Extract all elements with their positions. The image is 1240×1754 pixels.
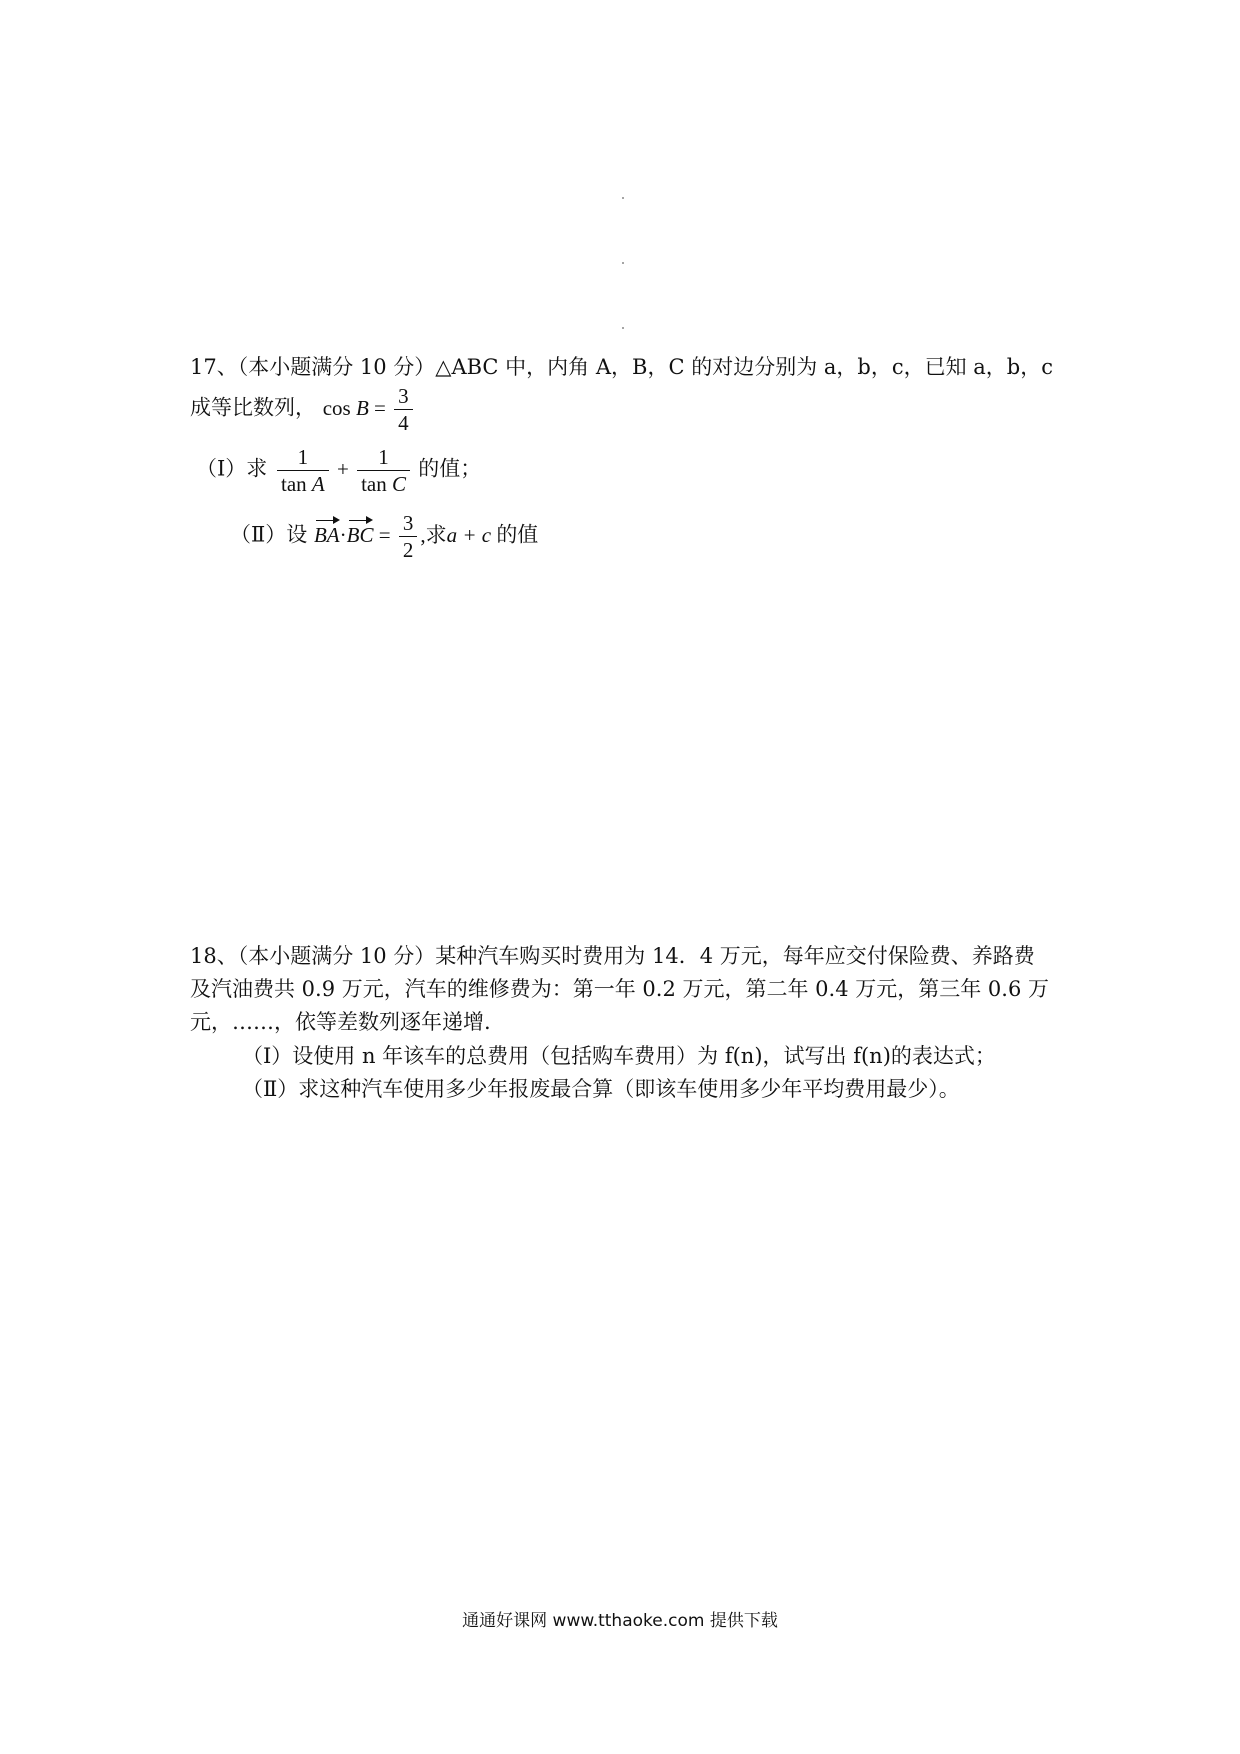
plus-sign: + — [331, 456, 355, 481]
equals-sign: = — [373, 522, 396, 547]
fraction-denominator — [357, 471, 410, 497]
q17-line2-prefix: 成等比数列， — [190, 395, 316, 420]
fraction-numerator: 1 — [277, 444, 329, 471]
part1-label: （Ⅰ）求 — [196, 456, 268, 481]
vector-ba: BA — [313, 522, 340, 547]
sum-expression: a + c — [446, 522, 492, 547]
fraction-3-4 — [394, 383, 413, 437]
tan-label: tan — [361, 472, 387, 497]
cos-b-formula — [322, 384, 416, 436]
cos-label: cos — [322, 395, 351, 420]
equals-sign: = — [368, 395, 392, 420]
fraction-1-over-tan-c — [357, 444, 410, 498]
q17-part1 — [196, 444, 481, 498]
scan-dot — [622, 327, 624, 329]
q18-part2: （Ⅱ）求这种汽车使用多少年报废最合算（即该车使用多少年平均费用最少）。 — [242, 1077, 960, 1101]
scan-dot — [622, 197, 624, 199]
q17-part2 — [230, 510, 538, 564]
dot-operator: · — [339, 522, 347, 547]
fraction-3-2 — [399, 510, 418, 564]
q18-line3: 元，……，依等差数列逐年递增. — [190, 1010, 491, 1034]
part2-mid: ,求 — [420, 522, 447, 547]
scan-dot — [622, 262, 624, 264]
fraction-denominator: 2 — [402, 538, 414, 563]
fraction-numerator: 3 — [394, 383, 413, 410]
part2-suffix: 的值 — [496, 522, 539, 547]
fraction-numerator: 3 — [399, 510, 418, 537]
q18-line2: 及汽油费共 0.9 万元，汽车的维修费为：第一年 0.2 万元，第二年 0.4 万元，第三年 0.6 万 — [190, 977, 1049, 1001]
fraction-1-over-tan-a — [277, 444, 329, 498]
fraction-denominator: 4 — [398, 411, 409, 436]
tan-label: tan — [280, 472, 307, 497]
q17-line2 — [190, 383, 416, 437]
part1-suffix: 的值； — [418, 456, 482, 481]
q18-line1: 18、（本小题满分 10 分）某种汽车购买时费用为 14．4 万元，每年应交付保险费、养路费 — [190, 944, 1035, 968]
fraction-numerator: 1 — [357, 444, 410, 471]
part2-label: （Ⅱ）设 — [230, 522, 308, 547]
cos-var: B — [355, 395, 369, 420]
tan-var-a: A — [311, 472, 325, 497]
fraction-denominator — [277, 471, 329, 497]
q18-part1: （Ⅰ）设使用 n 年该车的总费用（包括购车费用）为 f(n)，试写出 f(n)的表达式； — [242, 1044, 996, 1068]
tan-var-c: C — [391, 472, 406, 497]
footer-source-note: 通通好课网 www.tthaoke.com 提供下载 — [462, 1611, 778, 1631]
vector-bc: BC — [346, 522, 374, 547]
q17-line1: 17、（本小题满分 10 分）△ABC 中，内角 A，B，C 的对边分别为 a，b，c，已知 a，b，c — [190, 355, 1053, 379]
